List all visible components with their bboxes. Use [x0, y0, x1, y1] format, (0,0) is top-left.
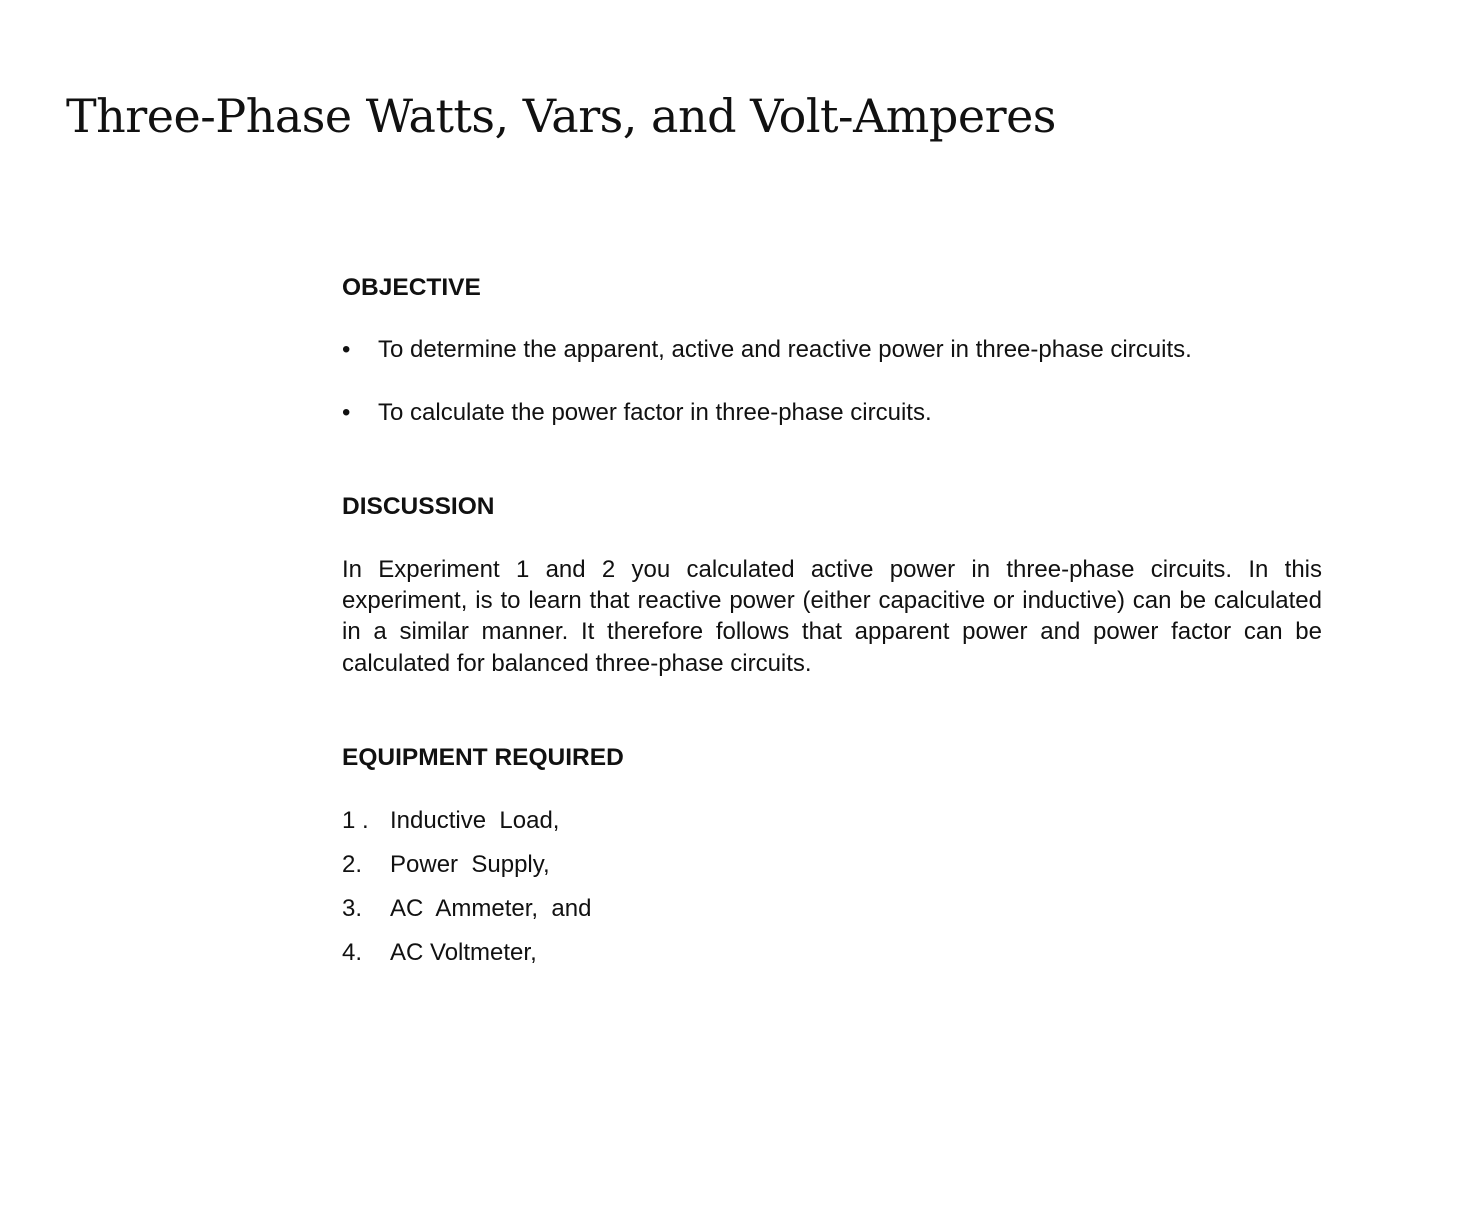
- bullet-icon: •: [342, 336, 351, 363]
- equipment-item-label: Inductive Load,: [390, 807, 560, 834]
- equipment-item-number: 3.: [342, 895, 363, 922]
- equipment-item-label: Power Supply,: [390, 851, 550, 878]
- equipment-item-label: AC Voltmeter,: [390, 939, 537, 966]
- equipment-heading: EQUIPMENT REQUIRED: [342, 744, 624, 771]
- equipment-item: [342, 806, 559, 836]
- page-title: Three-Phase Watts, Vars, and Volt-Amperes: [66, 89, 1056, 143]
- equipment-item: [342, 894, 591, 924]
- objective-heading: OBJECTIVE: [342, 274, 481, 301]
- objective-item-text: To determine the apparent, active and reactive power in three-phase circuits.: [378, 336, 1192, 363]
- equipment-item: [342, 850, 550, 880]
- objective-item: [342, 335, 1192, 365]
- equipment-item-number: 2.: [342, 851, 363, 878]
- equipment-item: [342, 938, 537, 968]
- objective-item-text: To calculate the power factor in three-phase circuits.: [378, 399, 932, 426]
- equipment-item-number: 4.: [342, 939, 363, 966]
- equipment-item-label: AC Ammeter, and: [390, 895, 592, 922]
- objective-item: [342, 398, 932, 428]
- discussion-paragraph: In Experiment 1 and 2 you calculated active power in three-phase circuits. In this experiment, is to learn that reactive power (either capacitive or inductive) can be calculated in a similar manner. It therefore follows that apparent power and power factor can be calculated for balanced three-phase circuits.: [342, 556, 1322, 677]
- discussion-heading: DISCUSSION: [342, 493, 495, 520]
- equipment-item-number: 1 .: [342, 807, 369, 834]
- bullet-icon: •: [342, 399, 351, 426]
